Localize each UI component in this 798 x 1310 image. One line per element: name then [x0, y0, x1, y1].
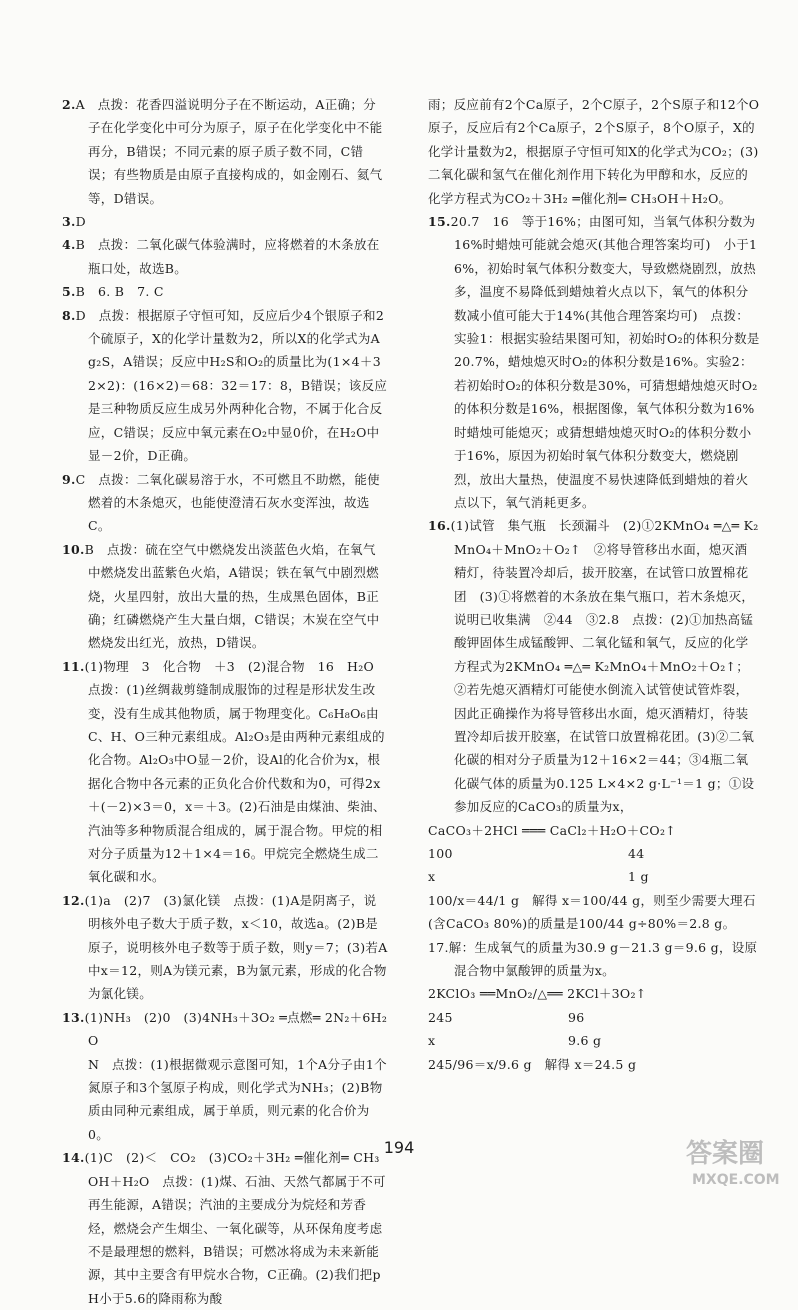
q17-number: 17. [428, 939, 449, 955]
answer-12 [62, 889, 388, 1006]
answer-text: (1)物理 3 化合物 ＋3 (2)混合物 16 H₂O 点拨：(1)丝绸裁剪缝制成服饰的过程是形状发生改变，没有生成其他物质，属于物理变化。C₆H₈O₆由C、H、O三种元素组成。Al₂O₃是由两种元素组成的化合物。Al₂O₃中O显－2价，设Al的化合价为x，根据化合物中各元素的正负化合价代数和为0，可得2x＋(－2)×3＝0，x＝＋3。(2)石油是由煤油、柴油、汽油等多种物质混合组成的，属于混合物。甲烷的相对分子质量为12＋1×4＝16。甲烷完全燃烧生成二氧化碳和水。 [84, 658, 386, 885]
answer-number: 3. [62, 214, 76, 230]
answer-text: B 点拨：二氧化碳气体验满时，应将燃着的木条放在瓶口处，故选B。 [75, 237, 380, 276]
answer-number: 15. [428, 214, 451, 230]
q16-row2 [428, 865, 760, 888]
q17-row1-right: 96 [568, 1009, 585, 1025]
right-column [428, 93, 760, 1076]
left-column [62, 93, 388, 1310]
watermark-logo [682, 1128, 790, 1190]
answer-10 [62, 538, 388, 655]
page-number: 194 [383, 1138, 415, 1157]
answer-number: 4. [62, 237, 76, 253]
answer-text: (1)C (2)＜ CO₂ (3)CO₂＋3H₂ ═催化剂═ CH₃OH＋H₂O 点拨：(1)煤、石油、天然气都属于不可再生能源，A错误；汽油的主要成分为烷烃和芳香烃，燃烧会产生烟尘、一氧化碳等，从环保角度考虑不是最理想的燃料，B错误；可燃冰将成为未来新能源，其中主要含有甲烷水合物，C正确。(2)我们把pH小于5.6的降雨称为酸 [84, 1150, 386, 1306]
watermark-url: MXQE.COM [692, 1172, 780, 1188]
answer-number: 9. [62, 471, 76, 487]
answer-text: (1)试管 集气瓶 长颈漏斗 (2)①2KMnO₄ ═△═ K₂MnO₄＋MnO₂＋O₂↑ ②将导管移出水面，熄灭酒精灯，待装置冷却后，拔开胶塞，在试管口放置棉花团 (3)①将燃着的木条放在集气瓶口，若木条熄灭，说明已收集满 ②44 ③2.8 点拨：(2)①加热高锰酸钾固体生成锰酸钾、二氧化锰和氧气，反应的化学方程式为2KMnO₄ ═△═ K₂MnO₄＋MnO₂＋O₂↑；②若先熄灭酒精灯可能使水倒流入试管使试管炸裂，因此正确操作为将导管移出水面，熄灭酒精灯，待装置冷却后拔开胶塞，在试管口放置棉花团。(3)②二氧化碳的相对分子质量为12＋16×2＝44；③4瓶二氧化碳气体的质量为0.125 L×4×2 g·L⁻¹＝1 g；①设参加反应的CaCO₃的质量为x， [450, 518, 759, 815]
answer-number: 5. [62, 284, 76, 300]
q16-row2-left: x [428, 869, 436, 885]
q16-equation: CaCO₃＋2HCl ═══ CaCl₂＋H₂O＋CO₂↑ [428, 822, 677, 838]
q17-text [428, 936, 760, 983]
answer-11 [62, 655, 388, 889]
q17-body: 解：生成氧气的质量为30.9 g－21.3 g＝9.6 g，设原混合物中氯酸钾的质量为x。 [448, 939, 758, 979]
q17-row1-left: 245 [428, 1009, 453, 1025]
answer-15 [428, 210, 760, 514]
answer-text: A 点拨：花香四溢说明分子在不断运动，A正确；分子在化学变化中可分为原子，原子在化学变化中不能再分，B错误；不同元素的原子质子数不同，C错误；有些物质是由原子直接构成的，如金刚石、氦气等，D错误。 [75, 97, 383, 206]
answer-5 [62, 280, 388, 303]
q17-row1 [428, 1006, 760, 1029]
answer-text: (1)a (2)7 (3)氯化镁 点拨：(1)A是阴离子，说明核外电子数大于质子数，x＜10，故选a。(2)B是原子，说明核外电子数等于质子数，则y＝7；(3)若A中x＝12，则A为镁元素，B为氯元素，形成的化合物为氯化镁。 [84, 892, 388, 1002]
q17-solve: 245/96＝x/9.6 g 解得 x＝24.5 g [428, 1056, 637, 1072]
q17-equation: 2KClO₃ ══MnO₂/△══ 2KCl＋3O₂↑ [428, 986, 647, 1002]
answer-number: 13. [62, 1009, 85, 1025]
answer-2 [62, 93, 388, 210]
right-answers [428, 210, 760, 819]
answer-text: 20.7 16 等于16%；由图可知，当氧气体积分数为16%时蜡烛可能就会熄灭(其他合理答案均可) 小于16%，初始时氧气体积分数变大，导致燃烧剧烈，放热多，温度不易降低到蜡烛着火点以下，氧气的体积分数减小值可能大于14%(其他合理答案均可) 点拨：实验1：根据实验结果图可知，初始时O₂的体积分数是20.7%，蜡烛熄灭时O₂的体积分数是16%。实验2：若初始时O₂的体积分数是30%，可猜想蜡烛熄灭时O₂的体积分数是16%，根据图像，氧气体积分数为16%时蜡烛可能熄灭；或猜想蜡烛熄灭时O₂的体积分数小于16%，原因为初始时氧气体积分数变大，燃烧剧烈，放出大量热，使温度不易快速降低到蜡烛的着火点以下，氧气消耗更多。 [450, 214, 760, 510]
answer-3 [62, 210, 388, 233]
answer-text: (1)NH₃ (2)0 (3)4NH₃＋3O₂ ═点燃═ 2N₂＋6H₂O N 点拨：(1)根据微观示意图可知，1个A分子由1个氮原子和3个氢原子构成，则化学式为NH₃；(2)B物质由同种元素组成，属于单质，则元素的化合价为0。 [84, 1009, 388, 1142]
answer-16 [428, 514, 760, 818]
answer-number: 10. [62, 541, 85, 557]
q16-solve: 100/x＝44/1 g 解得 x＝100/44 g，则至少需要大理石(含CaCO₃ 80%)的质量是100/44 g÷80%＝2.8 g。 [428, 892, 756, 932]
answer-number: 12. [62, 892, 85, 908]
q17-row2 [428, 1029, 760, 1052]
answer-13 [62, 1006, 388, 1146]
answer-text: C 点拨：二氧化碳易溶于水，不可燃且不助燃，能使燃着的木条熄灭，也能使澄清石灰水变浑浊，故选C。 [75, 471, 380, 534]
q16-row1 [428, 842, 760, 865]
q17-row2-right: 9.6 g [568, 1033, 602, 1049]
q16-row1-right: 44 [628, 846, 645, 861]
answer-text: D [75, 214, 86, 230]
answer-14 [62, 1146, 388, 1310]
q17-row2-left: x [428, 1033, 436, 1049]
answer-number: 2. [62, 97, 76, 112]
answer-text: D 点拨：根据原子守恒可知，反应后少4个银原子和2个硫原子，X的化学计量数为2，所以X的化学式为Ag₂S，A错误；反应中H₂S和O₂的质量比为(1×4＋32×2)：(16×2)＝68：32＝17：8，B错误；该反应是三种物质反应生成另外两种化合物，不属于化合反应，C错误；反应中氧元素在O₂中显0价，在H₂O中显－2价，D正确。 [75, 307, 388, 464]
answer-text: B 点拨：硫在空气中燃烧发出淡蓝色火焰，在氧气中燃烧发出蓝紫色火焰，A错误；铁在氧气中剧烈燃烧，火星四射，放出大量的热，生成黑色固体，B正确；红磷燃烧产生大量白烟，C错误；木炭在空气中燃烧发出红光，放热，D错误。 [84, 541, 380, 651]
answer-number: 11. [62, 658, 85, 674]
q17 [428, 936, 760, 1076]
watermark-title: 答案圈 [686, 1139, 765, 1169]
q16-calculation [428, 819, 760, 936]
q16-row1-left: 100 [428, 846, 453, 861]
answer-4 [62, 233, 388, 280]
answer-8 [62, 304, 388, 468]
q16-row2-right: 1 g [628, 869, 649, 885]
answer-number: 16. [428, 518, 451, 534]
answer-9 [62, 468, 388, 538]
answer-number: 14. [62, 1150, 85, 1166]
answer-number: 8. [62, 307, 76, 323]
q14-continuation: 雨；反应前有2个Ca原子，2个C原子，2个S原子和12个O原子，反应后有2个Ca原子，2个S原子，8个O原子，X的化学计量数为2，根据原子守恒可知X的化学式为CO₂；(3)二氧化碳和氢气在催化剂作用下转化为甲醇和水，反应的化学方程式为CO₂＋3H₂ ═催化剂═ CH₃OH＋H₂O。 [428, 97, 760, 206]
answer-text: B 6. B 7. C [75, 284, 164, 300]
